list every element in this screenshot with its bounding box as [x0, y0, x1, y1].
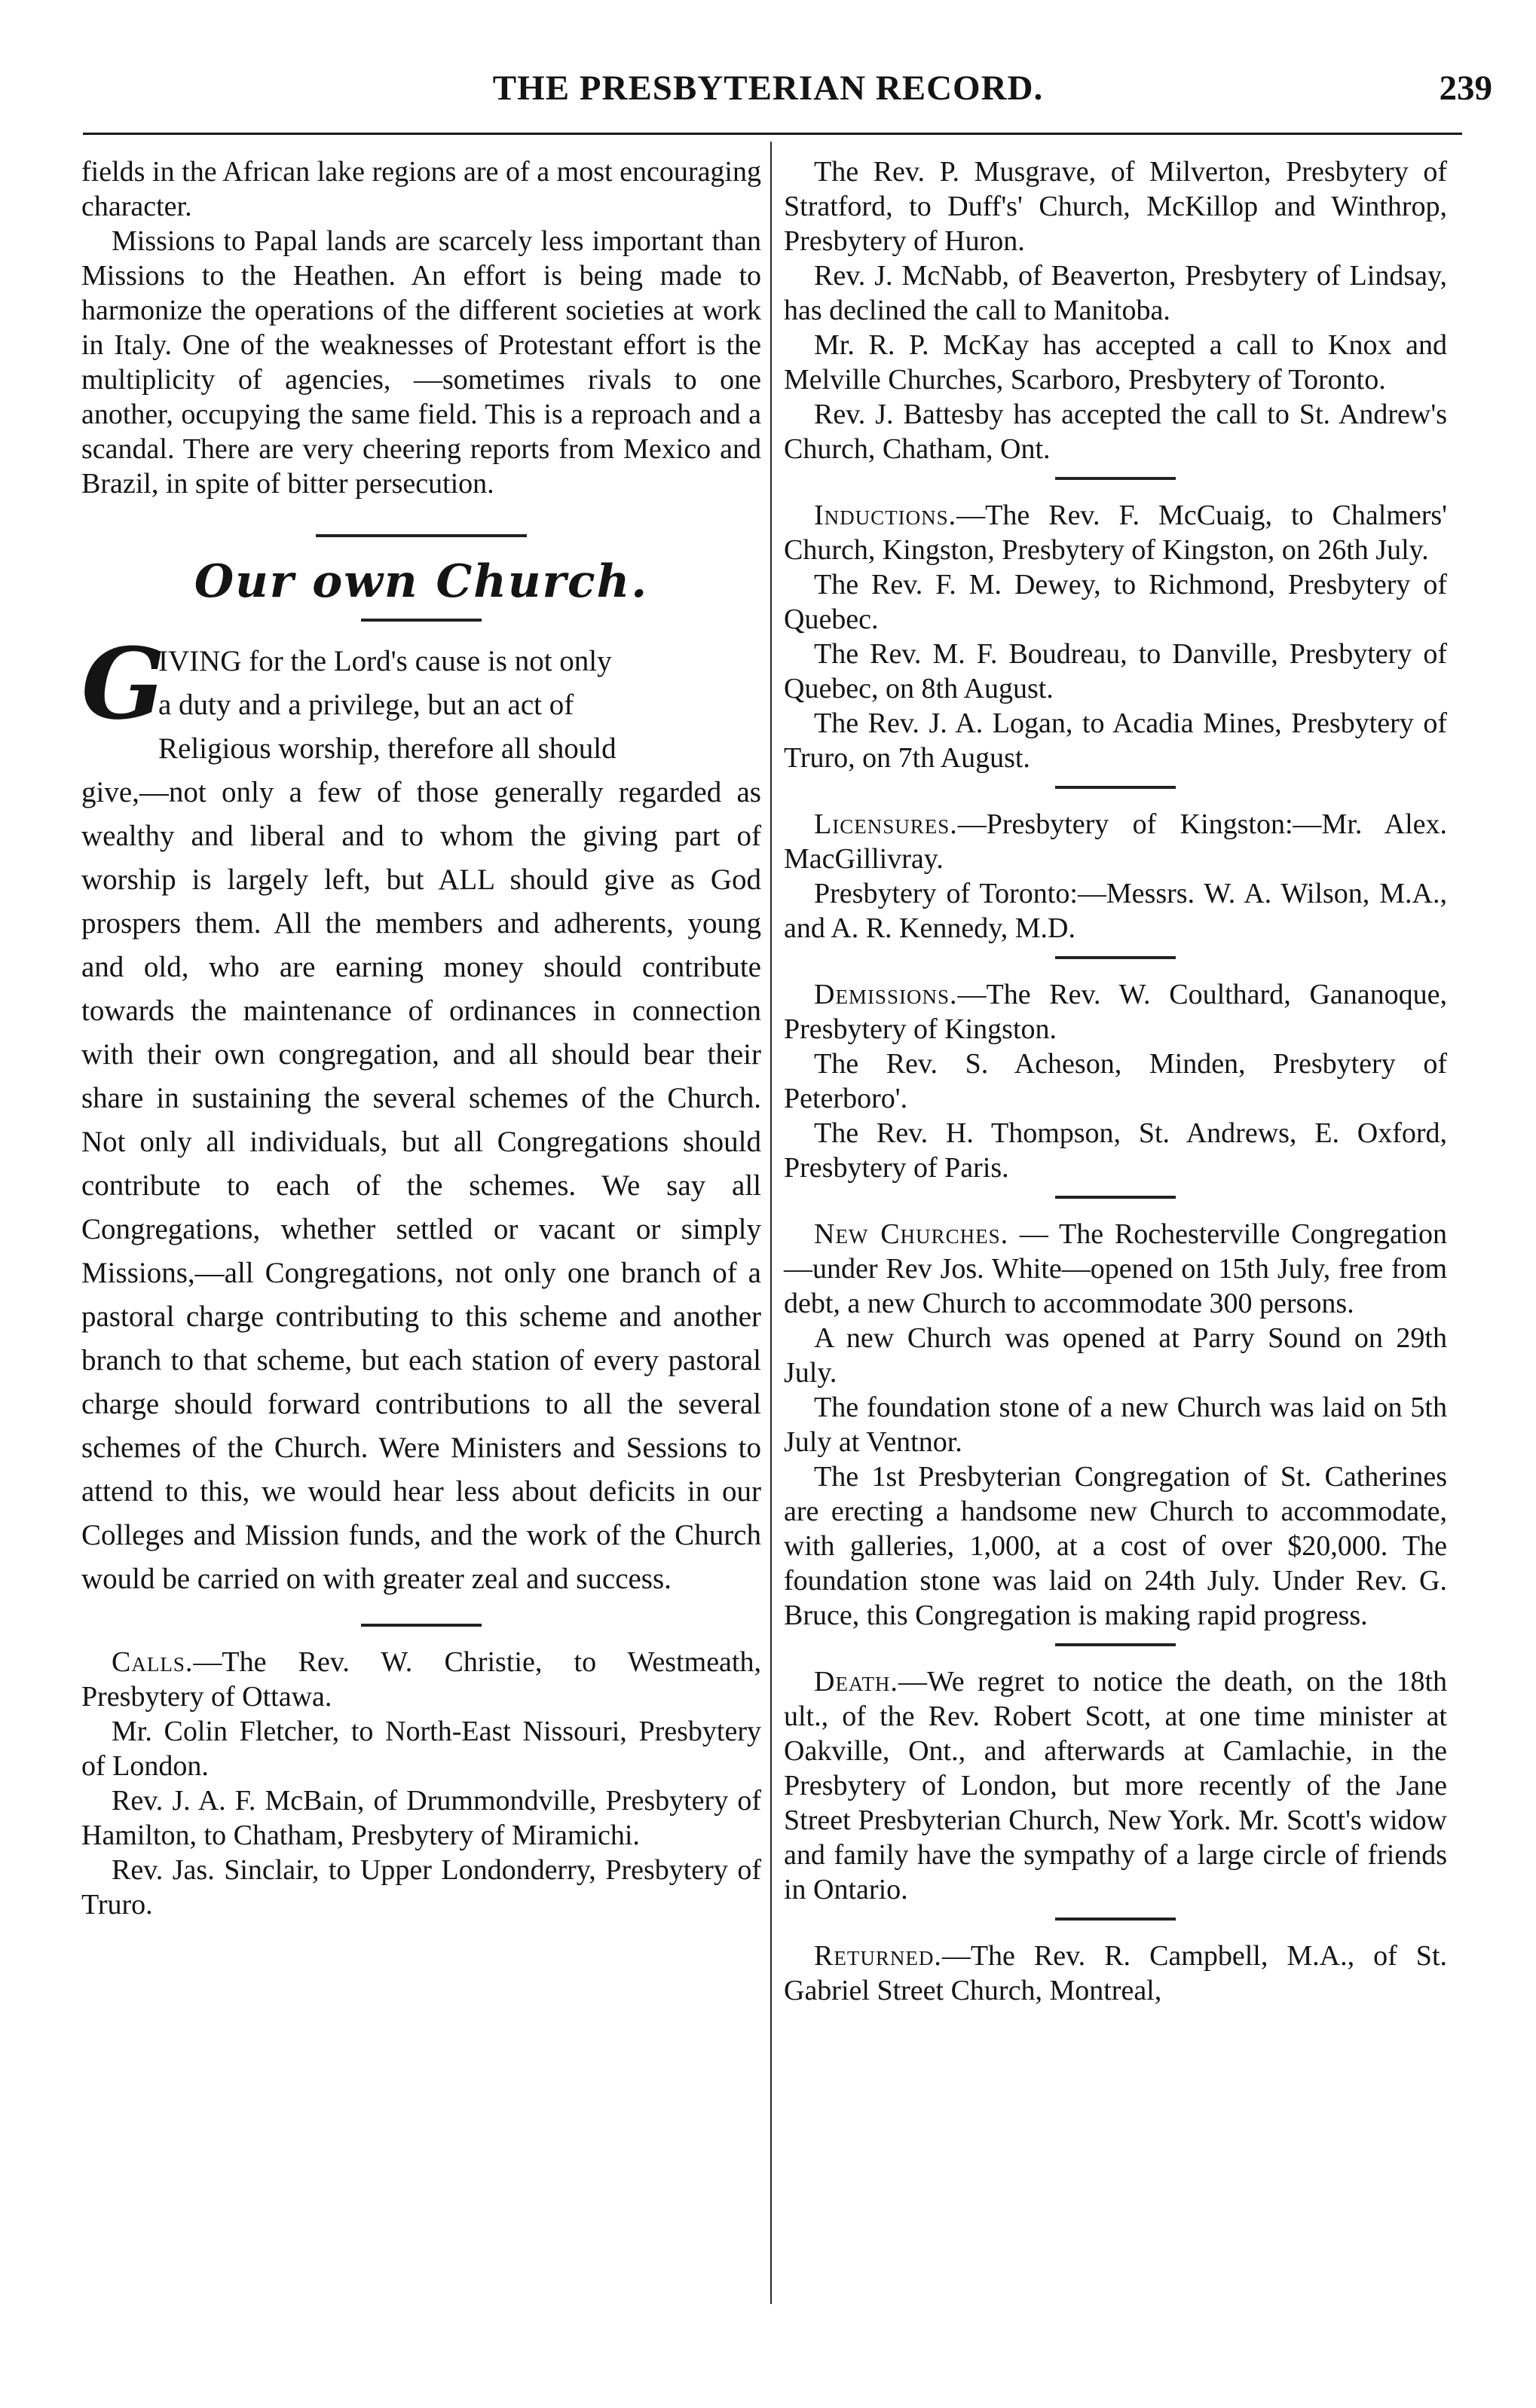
- right-column: [784, 154, 1447, 2008]
- licensures-entry: Presbytery of Toronto:—Messrs. W. A. Wilson, M.A., and A. R. Kennedy, M.D.: [784, 878, 1447, 944]
- demissions-entry: [784, 977, 1447, 1047]
- returned-entry: [784, 1939, 1447, 2008]
- calls-entry: Rev. Jas. Sinclair, to Upper Londonderry, Presbytery of Truro.: [81, 1854, 761, 1921]
- separator-rule: [1055, 1196, 1176, 1199]
- calls-label: Calls.: [112, 1646, 194, 1678]
- drop-cap: G: [81, 626, 166, 741]
- giving-article: [81, 626, 761, 1601]
- inductions-entry: The Rev. J. A. Logan, to Acadia Mines, Presbytery of Truro, on 7th August.: [784, 707, 1447, 774]
- returned-label: Returned.: [814, 1940, 942, 1972]
- inductions-entry: [784, 498, 1447, 567]
- demissions-entry: The Rev. S. Acheson, Minden, Presbytery of Peterboro'.: [784, 1048, 1447, 1114]
- article-body: give,—not only a few of those generally regarded as wealthy and liberal and to whom the giving part of worship is largely left, but ALL should give as God prospers them. All the members and adherents, young and old, who are earning money should contribute towards the maintenance of ordinances in connection with their own congregation, and all should bear their share in sustaining the several schemes of the Church. Not only all individuals, but all Congregations should contribute to each of the schemes. We say all Congregations, whether settled or vacant or simply Missions,—all Congregations, not only one branch of a pastoral charge contributing to this scheme and another branch to that scheme, but each station of every pastoral charge should forward contributions to all the several schemes of the Church. Were Ministers and Sessions to attend to this, we would hear less about deficits in our Colleges and Mission funds, and the work of the Church would be carried on with greater zeal and success.: [81, 776, 761, 1595]
- inductions-text: —The Rev. F. McCuaig, to Chalmers' Church, Kingston, Presbytery of Kingston, on 26th July.: [784, 500, 1447, 566]
- article-line: a duty and a privilege, but an act of: [158, 689, 574, 721]
- new-churches-text: — The Rochesterville Congregation—under Rev Jos. White—opened on 15th July, free from debt, a new Church to accommodate 300 persons.: [784, 1218, 1447, 1319]
- new-churches-label: New Churches.: [814, 1218, 1009, 1250]
- intro-paragraph: fields in the African lake regions are of a most encouraging character.: [81, 156, 761, 222]
- new-churches-entry: The 1st Presbyterian Congregation of St. Catherines are erecting a handsome new Church to accommodate, with galleries, 1,000, at a cost of over $20,000. The foundation stone was laid on 24th July. Under Rev. G. Bruce, this Congregation is making rapid progress.: [784, 1461, 1447, 1631]
- new-churches-entry: The foundation stone of a new Church was laid on 5th July at Ventnor.: [784, 1392, 1447, 1458]
- licensures-label: Licensures.: [814, 808, 958, 840]
- section-heading: Our own Church.: [194, 555, 649, 608]
- death-label: Death.: [814, 1666, 898, 1698]
- separator-rule: [361, 1624, 482, 1627]
- intro-paragraph: Missions to Papal lands are scarcely less important than Missions to the Heathen. An effort is being made to harmonize the operations of the different societies at work in Italy. One of the weaknesses of Protestant effort is the multiplicity of agencies, —sometimes rivals to one another, occupying the same field. This is a reproach and a scandal. There are very cheering reports from Mexico and Brazil, in spite of bitter persecution.: [81, 225, 761, 500]
- calls-entry: Rev. J. A. F. McBain, of Drummondville, Presbytery of Hamilton, to Chatham, Presbytery of Miramichi.: [81, 1785, 761, 1851]
- separator-rule: [361, 619, 482, 622]
- inductions-entry: The Rev. F. M. Dewey, to Richmond, Presbytery of Quebec.: [784, 569, 1447, 635]
- article-line: Religious worship, therefore all should: [158, 732, 617, 765]
- page-title: THE PRESBYTERIAN RECORD.: [492, 69, 1044, 108]
- returned-text: —The Rev. R. Campbell, M.A., of St. Gabriel Street Church, Montreal,: [784, 1940, 1447, 2006]
- demissions-label: Demissions.: [814, 979, 958, 1010]
- separator-rule: [316, 534, 527, 537]
- page-header: [0, 68, 1536, 113]
- calls-entry: The Rev. P. Musgrave, of Milverton, Presbytery of Stratford, to Duff's' Church, McKillop and Winthrop, Presbytery of Huron.: [784, 156, 1447, 257]
- page-number: 239: [1439, 69, 1492, 108]
- new-churches-entry: A new Church was opened at Parry Sound on 29th July.: [784, 1322, 1447, 1389]
- death-text: —We regret to notice the death, on the 18th ult., of the Rev. Robert Scott, at one time minister at Oakville, Ont., and afterwards at Camlachie, in the Presbytery of London, but more recently of the Jane Street Presbyterian Church, New York. Mr. Scott's widow and family have the sympathy of a large circle of friends in Ontario.: [784, 1666, 1447, 1905]
- calls-text: —The Rev. W. Christie, to Westmeath, Presbytery of Ottawa.: [81, 1646, 761, 1713]
- licensures-text: —Presbytery of Kingston:—Mr. Alex. MacGillivray.: [784, 808, 1447, 875]
- inductions-label: Inductions.: [814, 500, 957, 531]
- calls-entry: Mr. R. P. McKay has accepted a call to Knox and Melville Churches, Scarboro, Presbytery of Toronto.: [784, 329, 1447, 396]
- left-column: [81, 154, 761, 1922]
- column-divider: [770, 142, 772, 2304]
- calls-entry: [81, 1645, 761, 1714]
- separator-rule: [1055, 1643, 1176, 1646]
- separator-rule: [1055, 1918, 1176, 1921]
- header-rule: [83, 133, 1462, 135]
- calls-entry: Rev. J. McNabb, of Beaverton, Presbytery of Lindsay, has declined the call to Manitoba.: [784, 260, 1447, 326]
- demissions-text: —The Rev. W. Coulthard, Gananoque, Presbytery of Kingston.: [784, 979, 1447, 1045]
- inductions-entry: The Rev. M. F. Boudreau, to Danville, Presbytery of Quebec, on 8th August.: [784, 638, 1447, 704]
- separator-rule: [1055, 477, 1176, 480]
- separator-rule: [1055, 786, 1176, 789]
- separator-rule: [1055, 956, 1176, 959]
- licensures-entry: [784, 807, 1447, 876]
- calls-entry: Mr. Colin Fletcher, to North-East Nissouri, Presbytery of London.: [81, 1716, 761, 1782]
- new-churches-entry: [784, 1217, 1447, 1321]
- calls-entry: Rev. J. Battesby has accepted the call to St. Andrew's Church, Chatham, Ont.: [784, 399, 1447, 465]
- death-entry: [784, 1664, 1447, 1907]
- article-line: IVING for the Lord's cause is not only: [158, 645, 612, 677]
- demissions-entry: The Rev. H. Thompson, St. Andrews, E. Oxford, Presbytery of Paris.: [784, 1117, 1447, 1184]
